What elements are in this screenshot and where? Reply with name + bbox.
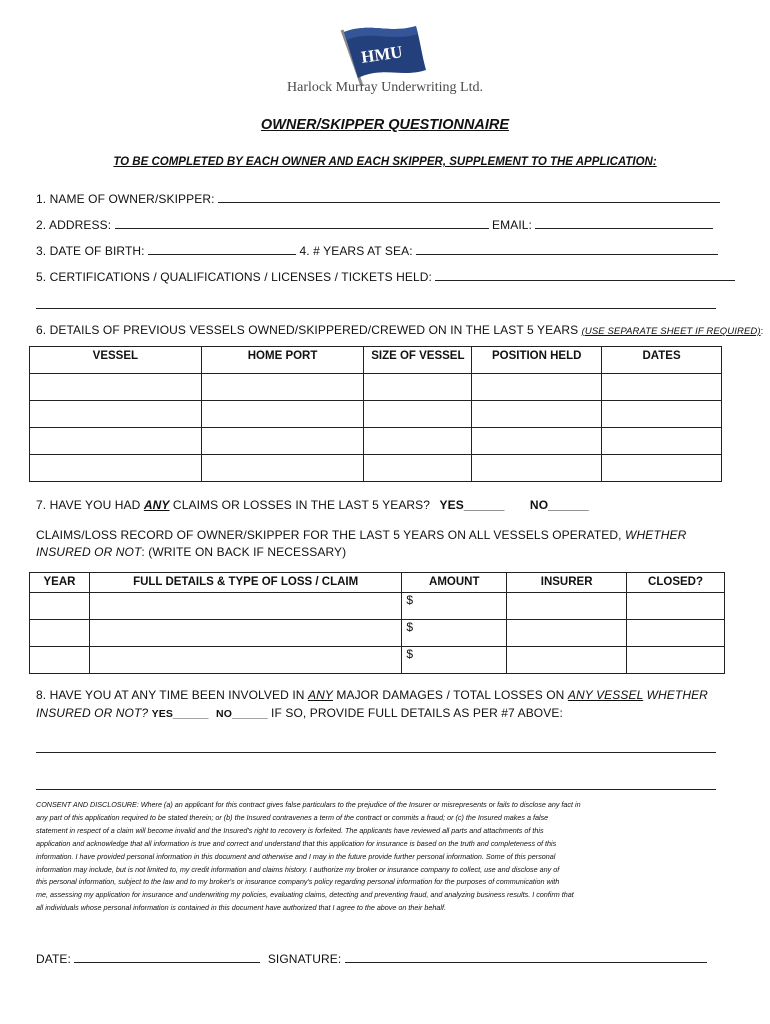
dollar-sign: $ xyxy=(406,620,414,634)
consent-line: any part of this application required to be stated therein; or (b) the Insured contravenes a term of the contract or commits a fraud; or (c) the Insured makes a false xyxy=(36,812,549,822)
q8-provide-details: IF SO, PROVIDE FULL DETAILS AS PER #7 ABOVE: xyxy=(267,706,563,720)
date-label: DATE: xyxy=(36,952,71,966)
table-cell[interactable] xyxy=(507,647,627,674)
table-row xyxy=(30,620,725,647)
vessels-label: 6. DETAILS OF PREVIOUS VESSELS OWNED/SKIPPERED/CREWED ON IN THE LAST 5 YEARS xyxy=(36,323,579,337)
email-field[interactable] xyxy=(535,217,713,229)
consent-line: statement in respect of a claim will become invalid and the Insured's right to recovery is forfeited. The applicants have reviewed all parts and attachments of this xyxy=(36,825,544,835)
table-cell[interactable] xyxy=(602,374,722,401)
table-cell[interactable] xyxy=(472,374,602,401)
vessels-header-cell: SIZE OF VESSEL xyxy=(364,347,472,374)
consent-line: all individuals whose personal information is contained in this document have authorized that I agree to the above on their behalf. xyxy=(36,903,446,913)
table-cell[interactable] xyxy=(364,455,472,482)
certifications-label: 5. CERTIFICATIONS / QUALIFICATIONS / LICENSES / TICKETS HELD: xyxy=(36,270,432,284)
amount-cell[interactable] xyxy=(402,647,507,674)
table-cell[interactable] xyxy=(89,593,401,620)
table-cell[interactable] xyxy=(201,401,364,428)
vessels-header-row xyxy=(30,347,722,374)
certifications-row xyxy=(36,269,735,284)
signature-field[interactable] xyxy=(345,951,707,963)
claims-record-line-2 xyxy=(36,545,346,559)
damages-details-field-1[interactable] xyxy=(36,752,716,753)
claims-whether: WHETHER xyxy=(625,528,687,542)
claims-header-cell: AMOUNT xyxy=(402,573,507,593)
name-label: 1. NAME OF OWNER/SKIPPER: xyxy=(36,192,215,206)
vessels-header-cell: VESSEL xyxy=(30,347,202,374)
claims-no[interactable]: NO______ xyxy=(529,498,589,512)
table-row xyxy=(30,455,722,482)
table-cell[interactable] xyxy=(602,428,722,455)
table-cell[interactable] xyxy=(201,455,364,482)
vessels-table xyxy=(29,346,722,482)
dob-field[interactable] xyxy=(148,243,296,255)
table-row xyxy=(30,428,722,455)
table-row xyxy=(30,593,725,620)
damages-details-field-2[interactable] xyxy=(36,789,716,790)
claims-record-text: CLAIMS/LOSS RECORD OF OWNER/SKIPPER FOR THE LAST 5 YEARS ON ALL VESSELS OPERATED, xyxy=(36,528,626,542)
consent-line: application and acknowledge that all information is true and correct and understand that this application for insurance is based on the truth and completeness of this xyxy=(36,838,557,848)
claims-question xyxy=(36,498,589,512)
claims-header-cell: CLOSED? xyxy=(627,573,725,593)
table-cell[interactable] xyxy=(201,374,364,401)
claims-question-text: 7. HAVE YOU HAD xyxy=(36,498,144,512)
table-cell[interactable] xyxy=(602,401,722,428)
dob-label: 3. DATE OF BIRTH: xyxy=(36,244,145,258)
years-at-sea-field[interactable] xyxy=(416,243,718,255)
claims-insured-or-not: INSURED OR NOT xyxy=(36,545,142,559)
table-cell[interactable] xyxy=(507,620,627,647)
q8-text: 8. HAVE YOU AT ANY TIME BEEN INVOLVED IN xyxy=(36,688,308,702)
consent-line: information may include, but is not limited to, my credit information and claims history. I authorize my broker or insurance company to collect, use and disclose any of xyxy=(36,864,560,874)
page-subtitle: TO BE COMPLETED BY EACH OWNER AND EACH SKIPPER, SUPPLEMENT TO THE APPLICATION: xyxy=(113,156,657,168)
major-damages-line-2 xyxy=(36,706,563,720)
q8-insured-or-not: INSURED OR NOT xyxy=(36,706,142,720)
consent-line: CONSENT AND DISCLOSURE: Where (a) an applicant for this contract gives false particulars to the prejudice of the Insurer or misrepresents or fails to disclose any fact in xyxy=(36,800,581,809)
table-row xyxy=(30,401,722,428)
signature-row xyxy=(36,951,707,966)
address-label: 2. ADDRESS: xyxy=(36,218,112,232)
any-emphasis: ANY xyxy=(143,498,170,512)
q8-text-2: MAJOR DAMAGES / TOTAL LOSSES ON xyxy=(332,688,568,702)
email-label: EMAIL: xyxy=(492,218,532,232)
svg-text:HMU: HMU xyxy=(359,42,404,67)
name-field[interactable] xyxy=(218,191,720,203)
damages-yes[interactable]: YES______ xyxy=(151,708,209,720)
table-cell[interactable] xyxy=(30,647,90,674)
address-field[interactable] xyxy=(115,217,489,229)
signature-label: SIGNATURE: xyxy=(267,952,342,966)
separate-sheet-note: (USE SEPARATE SHEET IF REQUIRED) xyxy=(581,326,761,337)
dollar-sign: $ xyxy=(406,647,414,661)
certifications-field[interactable] xyxy=(435,269,735,281)
consent-disclosure xyxy=(36,799,726,915)
address-row xyxy=(36,217,713,232)
q8-whether: WHETHER xyxy=(643,688,708,702)
damages-no[interactable]: NO______ xyxy=(216,708,268,720)
certifications-field-2[interactable] xyxy=(36,308,716,309)
vessels-header-cell: POSITION HELD xyxy=(472,347,602,374)
note-colon: : xyxy=(760,326,764,337)
amount-cell[interactable] xyxy=(402,620,507,647)
table-row xyxy=(30,374,722,401)
years-at-sea-label: 4. # YEARS AT SEA: xyxy=(299,244,413,258)
major-damages-line-1 xyxy=(36,688,708,702)
dob-row xyxy=(36,243,718,258)
table-cell[interactable] xyxy=(472,455,602,482)
table-cell[interactable] xyxy=(364,401,472,428)
table-cell[interactable] xyxy=(627,647,725,674)
table-cell[interactable] xyxy=(30,620,90,647)
table-cell[interactable] xyxy=(89,647,401,674)
table-cell[interactable] xyxy=(201,428,364,455)
table-cell[interactable] xyxy=(30,593,90,620)
name-row xyxy=(36,191,720,206)
page-title: OWNER/SKIPPER QUESTIONNAIRE xyxy=(260,117,510,133)
table-cell[interactable] xyxy=(472,428,602,455)
company-name: Harlock Murray Underwriting Ltd. xyxy=(287,80,483,95)
dollar-sign: $ xyxy=(406,593,414,607)
claims-question-text-2: CLAIMS OR LOSSES IN THE LAST 5 YEARS? xyxy=(169,498,431,512)
table-cell[interactable] xyxy=(472,401,602,428)
claims-header-cell: INSURER xyxy=(507,573,627,593)
table-cell[interactable] xyxy=(627,620,725,647)
table-cell[interactable] xyxy=(30,428,202,455)
table-cell[interactable] xyxy=(507,593,627,620)
amount-cell[interactable] xyxy=(402,593,507,620)
claims-write-on-back: : (WRITE ON BACK IF NECESSARY) xyxy=(141,545,347,559)
consent-line: information. I have provided personal information in this document and otherwise and I may in the future provide further personal information. Some of this personal xyxy=(36,851,556,861)
claims-header-row xyxy=(30,573,725,593)
date-field[interactable] xyxy=(74,951,260,963)
table-cell[interactable] xyxy=(364,428,472,455)
claims-table xyxy=(29,572,725,674)
vessels-header-cell: DATES xyxy=(602,347,722,374)
claims-header-cell: FULL DETAILS & TYPE OF LOSS / CLAIM xyxy=(89,573,401,593)
table-cell[interactable] xyxy=(364,374,472,401)
consent-line: this personal information, subject to the law and to my broker's or insurance company's policy regarding personal information for the purposes of communication with xyxy=(36,877,560,887)
table-cell[interactable] xyxy=(602,455,722,482)
claims-record-line-1 xyxy=(36,528,686,542)
vessels-question xyxy=(36,323,763,337)
q8-any: ANY xyxy=(307,688,333,702)
q8-any-vessel: ANY VESSEL xyxy=(567,688,644,702)
table-cell[interactable] xyxy=(89,620,401,647)
table-cell[interactable] xyxy=(627,593,725,620)
table-cell[interactable] xyxy=(30,374,202,401)
vessels-header-cell: HOME PORT xyxy=(201,347,364,374)
table-cell[interactable] xyxy=(30,401,202,428)
consent-line: me, assessing my application for insurance and underwriting my policies, evaluating claims, detecting and preventing fraud, and analyzing business results. I confirm that xyxy=(36,890,574,900)
claims-header-cell: YEAR xyxy=(30,573,90,593)
table-row xyxy=(30,647,725,674)
table-cell[interactable] xyxy=(30,455,202,482)
claims-yes[interactable]: YES______ xyxy=(439,498,505,512)
q8-question-mark: ? xyxy=(141,706,152,720)
